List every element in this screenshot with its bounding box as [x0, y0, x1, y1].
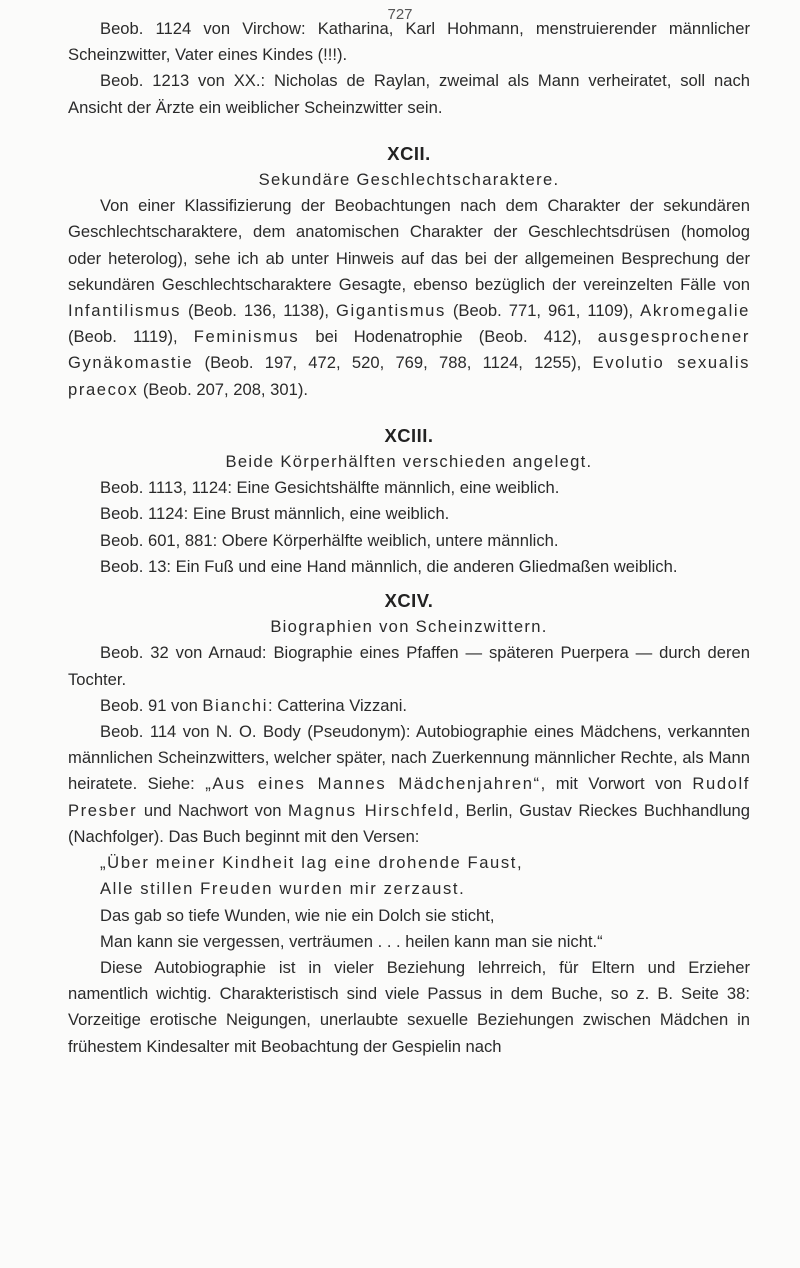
term-gigantismus: Gigantismus [336, 301, 446, 321]
author-bianchi: Bianchi [202, 695, 269, 715]
section-xciv-title: Biographien von Scheinzwittern. [270, 617, 548, 637]
term-gynaekomastie: ausgesprochener Gynäkomastie [68, 327, 750, 373]
section-xciii-title: Beide Körperhälften verschieden angelegt. [225, 452, 593, 472]
page-number: 727 [387, 6, 413, 23]
section-xciii-number: XCIII. [384, 424, 434, 446]
verse-line: Man kann sie vergessen, verträumen . . . heilen kann man sie nicht.“ [100, 931, 603, 951]
term-akromegalie: Akromegalie [640, 301, 750, 321]
verse-line: „Über meiner Kindheit lag eine drohende Faust, [100, 853, 524, 873]
author-body: N. O. Body [215, 722, 301, 742]
biography-arnaud: Beob. 32 von Arnaud: Biographie eines Pfaffen — späteren Puerpera — durch deren Tochter. [68, 643, 751, 689]
person-presber: Rudolf Presber [68, 774, 750, 820]
observation-1124: Beob. 1124 von Virchow: Katharina, Karl Hohmann, menstruierender männlicher Scheinzwitter, Vater eines Kindes (!!!). [68, 19, 750, 65]
term-evolutio-sexualis: Evolutio sexualis praecox [68, 353, 750, 399]
biography-body: Beob. 114 von N. O. Body (Pseudonym): Autobiographie eines Mädchens, verkannten männlichen Scheinzwitters, welcher später, nach Zuerkennung männlicher Rechte, als Mann heiratete. Siehe: „Aus eines Mannes Mädchenjahren“, mit Vorwort von Rudolf Presber und Nachwort von Magnus Hirschfeld, Berlin, Gustav Rieckes Buchhandlung (Nachfolger). Das Buch beginnt mit den Versen: [68, 722, 750, 846]
section-xcii-number: XCII. [387, 142, 431, 164]
term-infantilismus: Infantilismus [68, 301, 182, 321]
publisher-rieckes: Gustav Rieckes [519, 800, 638, 820]
list-item: Beob. 601, 881: Obere Körperhälfte weiblich, untere männlich. [100, 530, 559, 550]
closing-paragraph: Diese Autobiographie ist in vieler Beziehung lehrreich, für Eltern und Erzieher namentlich wichtig. Charakteristisch sind viele Passus in dem Buche, so z. B. Seite 38: Vorzeitige erotische Neigungen, unerlaubte sexuelle Beziehungen zwischen Mädchen in frühestem Kindesalter mit Beobachtung der Gespielin nach [68, 957, 750, 1056]
book-title: „Aus eines Mannes Mädchenjahren“ [205, 774, 541, 794]
section-xciv-number: XCIV. [384, 590, 434, 612]
list-item: Beob. 1113, 1124: Eine Gesichtshälfte männlich, eine weiblich. [100, 478, 560, 498]
author-arnaud: Arnaud [208, 643, 262, 663]
term-feminismus: Feminismus [193, 327, 300, 347]
list-item: Beob. 1124: Eine Brust männlich, eine weiblich. [100, 504, 450, 524]
biography-bianchi: Beob. 91 von Bianchi: Catterina Vizzani. [100, 695, 408, 715]
verse-block [68, 850, 750, 955]
verse-line: Das gab so tiefe Wunden, wie nie ein Dolch sie sticht, [100, 905, 495, 925]
observation-1213: Beob. 1213 von XX.: Nicholas de Raylan, zweimal als Mann verheiratet, soll nach Ansicht der Ärzte ein weiblicher Scheinzwitter sein. [68, 71, 750, 117]
section-xcii-paragraph: Von einer Klassifizierung der Beobachtungen nach dem Charakter der sekundären Geschlechtscharaktere, dem anatomischen Charakter der Geschlechtsdrüsen (homolog oder heterolog), sehe ich ab unter Hinweis auf das bei der allgemeinen Besprechung der sekundären Geschlechtscharaktere Gesagte, ebenso bezüglich der vereinzelten Fälle von Infantilismus (Beob. 136, 1138), Gigantismus (Beob. 771, 961, 1109), Akromegalie (Beob. 1119), Feminismus bei Hodenatrophie (Beob. 412), ausgesprochener Gynäkomastie (Beob. 197, 472, 520, 769, 788, 1124, 1255), Evolutio sexualis praecox (Beob. 207, 208, 301). [68, 196, 750, 399]
person-hirschfeld: Magnus Hirschfeld [287, 800, 455, 820]
page-body [68, 16, 750, 1060]
verse-line: Alle stillen Freuden wurden mir zerzaust. [100, 879, 466, 899]
section-xcii-title: Sekundäre Geschlechtscharaktere. [258, 170, 560, 190]
list-item: Beob. 13: Ein Fuß und eine Hand männlich, die anderen Gliedmaßen weiblich. [100, 556, 678, 576]
